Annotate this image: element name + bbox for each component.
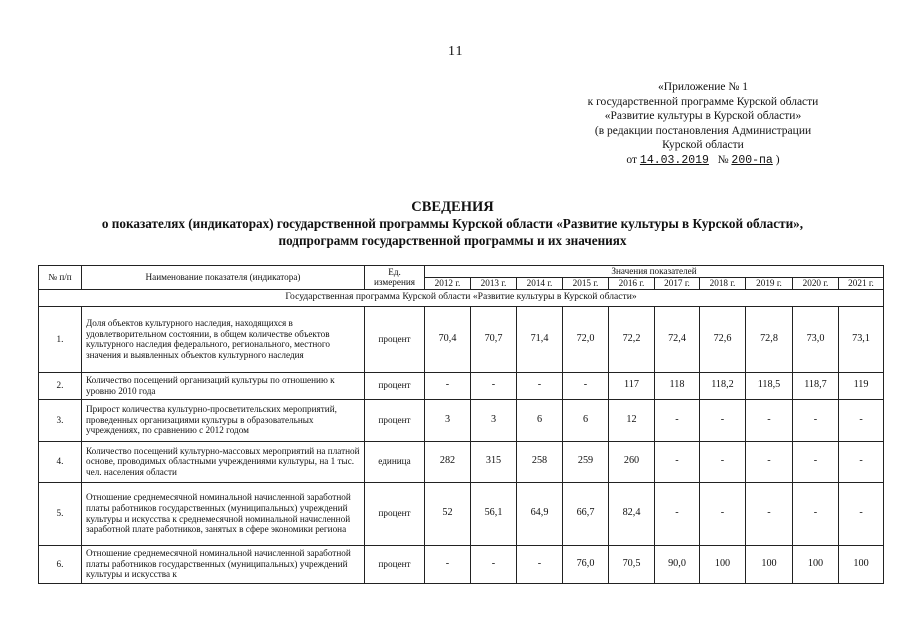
row-value: 12 bbox=[609, 399, 655, 441]
row-value: - bbox=[425, 372, 471, 399]
row-value: 100 bbox=[700, 545, 746, 583]
resolution-number: 200-па bbox=[731, 153, 773, 167]
row-value: 118,5 bbox=[746, 372, 793, 399]
row-value: 70,7 bbox=[471, 306, 517, 372]
row-num: 2. bbox=[39, 372, 82, 399]
table-row bbox=[39, 306, 884, 372]
row-value: 260 bbox=[609, 441, 655, 482]
row-value: 100 bbox=[839, 545, 884, 583]
indicators-table bbox=[38, 265, 884, 584]
row-value: 72,2 bbox=[609, 306, 655, 372]
number-prefix: № bbox=[717, 153, 729, 166]
header-num: № п/п bbox=[39, 266, 82, 290]
row-value: 82,4 bbox=[609, 482, 655, 545]
row-value: 52 bbox=[425, 482, 471, 545]
row-value: 3 bbox=[425, 399, 471, 441]
resolution-date: 14.03.2019 bbox=[639, 153, 709, 167]
row-num: 4. bbox=[39, 441, 82, 482]
row-value: 76,0 bbox=[563, 545, 609, 583]
date-prefix: от bbox=[626, 153, 638, 166]
row-value: - bbox=[655, 399, 700, 441]
row-value: 73,0 bbox=[793, 306, 839, 372]
row-name: Отношение среднемесячной номинальной начисленной заработной платы работников государственных (муниципальных) учреждений культуры и искусства к среднемесячной номинальной начисленной заработной плате работников, занятых в сфере экономики региона bbox=[82, 482, 365, 545]
row-value: - bbox=[839, 399, 884, 441]
row-value: 6 bbox=[563, 399, 609, 441]
row-value: - bbox=[655, 441, 700, 482]
table-row bbox=[39, 399, 884, 441]
header-name: Наименование показателя (индикатора) bbox=[82, 266, 365, 290]
row-value: 70,5 bbox=[609, 545, 655, 583]
row-unit: единица bbox=[365, 441, 425, 482]
header-year: 2016 г. bbox=[609, 277, 655, 289]
row-num: 1. bbox=[39, 306, 82, 372]
row-value: 118,2 bbox=[700, 372, 746, 399]
appendix-line-4: (в редакции постановления Администрации bbox=[594, 124, 812, 137]
row-value: 258 bbox=[517, 441, 563, 482]
header-year: 2013 г. bbox=[471, 277, 517, 289]
table-row bbox=[39, 372, 884, 399]
row-value: 117 bbox=[609, 372, 655, 399]
row-num: 3. bbox=[39, 399, 82, 441]
close-paren: ) bbox=[775, 153, 780, 166]
row-value: 66,7 bbox=[563, 482, 609, 545]
row-value: 72,6 bbox=[700, 306, 746, 372]
appendix-block bbox=[553, 80, 853, 169]
row-value: - bbox=[839, 482, 884, 545]
row-value: 72,8 bbox=[746, 306, 793, 372]
row-num: 5. bbox=[39, 482, 82, 545]
row-value: 100 bbox=[746, 545, 793, 583]
appendix-line-5: Курской области bbox=[662, 139, 744, 152]
row-value: - bbox=[563, 372, 609, 399]
row-value: - bbox=[746, 482, 793, 545]
header-year: 2014 г. bbox=[517, 277, 563, 289]
row-value: - bbox=[517, 372, 563, 399]
row-value: 100 bbox=[793, 545, 839, 583]
row-value: - bbox=[425, 545, 471, 583]
row-value: 72,0 bbox=[563, 306, 609, 372]
document-subtitle-2: подпрограмм государственной программы и их значениях bbox=[278, 232, 627, 248]
row-value: - bbox=[793, 482, 839, 545]
row-name: Отношение среднемесячной номинальной начисленной заработной платы работников государственных (муниципальных) учреждений культуры и искусства к bbox=[82, 545, 365, 583]
table-row bbox=[39, 482, 884, 545]
row-value: 119 bbox=[839, 372, 884, 399]
row-value: - bbox=[655, 482, 700, 545]
row-value: - bbox=[517, 545, 563, 583]
row-value: 118 bbox=[655, 372, 700, 399]
appendix-date-line bbox=[553, 153, 853, 169]
document-heading bbox=[20, 198, 885, 249]
row-value: - bbox=[746, 399, 793, 441]
table-row bbox=[39, 545, 884, 583]
row-value: 64,9 bbox=[517, 482, 563, 545]
row-unit: процент bbox=[365, 372, 425, 399]
appendix-line-3: «Развитие культуры в Курской области» bbox=[604, 110, 802, 123]
row-value: 315 bbox=[471, 441, 517, 482]
header-year: 2017 г. bbox=[655, 277, 700, 289]
row-value: - bbox=[839, 441, 884, 482]
row-value: 90,0 bbox=[655, 545, 700, 583]
row-value: 6 bbox=[517, 399, 563, 441]
row-value: 56,1 bbox=[471, 482, 517, 545]
row-value: 73,1 bbox=[839, 306, 884, 372]
appendix-line-2: к государственной программе Курской области bbox=[587, 95, 819, 108]
appendix-line-1: «Приложение № 1 bbox=[658, 81, 748, 93]
row-name: Прирост количества культурно-просветительских мероприятий, проведенных организациями культуры в образовательных учреждениях, по сравнению с 2012 годом bbox=[82, 399, 365, 441]
row-num: 6. bbox=[39, 545, 82, 583]
header-year: 2012 г. bbox=[425, 277, 471, 289]
row-unit: процент bbox=[365, 306, 425, 372]
row-value: - bbox=[700, 399, 746, 441]
row-value: - bbox=[471, 545, 517, 583]
row-name: Доля объектов культурного наследия, находящихся в удовлетворительном состоянии, в общем количестве объектов культурного наследия федерального, регионального, местного значения и выявленных объектов культурного наследия bbox=[82, 306, 365, 372]
row-value: - bbox=[746, 441, 793, 482]
header-year: 2018 г. bbox=[700, 277, 746, 289]
header-year: 2021 г. bbox=[839, 277, 884, 289]
row-value: - bbox=[700, 441, 746, 482]
row-value: 3 bbox=[471, 399, 517, 441]
header-year: 2019 г. bbox=[746, 277, 793, 289]
row-value: 71,4 bbox=[517, 306, 563, 372]
header-values: Значения показателей bbox=[425, 266, 884, 278]
document-title: СВЕДЕНИЯ bbox=[411, 199, 494, 215]
row-value: - bbox=[471, 372, 517, 399]
row-value: - bbox=[700, 482, 746, 545]
row-value: 118,7 bbox=[793, 372, 839, 399]
row-value: 259 bbox=[563, 441, 609, 482]
row-value: - bbox=[793, 441, 839, 482]
row-name: Количество посещений культурно-массовых мероприятий на платной основе, проводимых областными учреждениями культуры, на 1 тыс. чел. населения области bbox=[82, 441, 365, 482]
document-subtitle-1: о показателях (индикаторах) государственной программы Курской области «Развитие культуры в Курской области», bbox=[101, 216, 804, 231]
table-row bbox=[39, 441, 884, 482]
header-year: 2020 г. bbox=[793, 277, 839, 289]
row-value: 282 bbox=[425, 441, 471, 482]
page-number: 11 bbox=[448, 44, 464, 59]
row-unit: процент bbox=[365, 482, 425, 545]
header-year: 2015 г. bbox=[563, 277, 609, 289]
section-title: Государственная программа Курской области «Развитие культуры в Курской области» bbox=[39, 289, 884, 306]
row-name: Количество посещений организаций культуры по отношению к уровню 2010 года bbox=[82, 372, 365, 399]
row-value: 70,4 bbox=[425, 306, 471, 372]
row-unit: процент bbox=[365, 399, 425, 441]
row-value: - bbox=[793, 399, 839, 441]
header-unit: Ед. измерения bbox=[365, 266, 425, 290]
row-value: 72,4 bbox=[655, 306, 700, 372]
row-unit: процент bbox=[365, 545, 425, 583]
